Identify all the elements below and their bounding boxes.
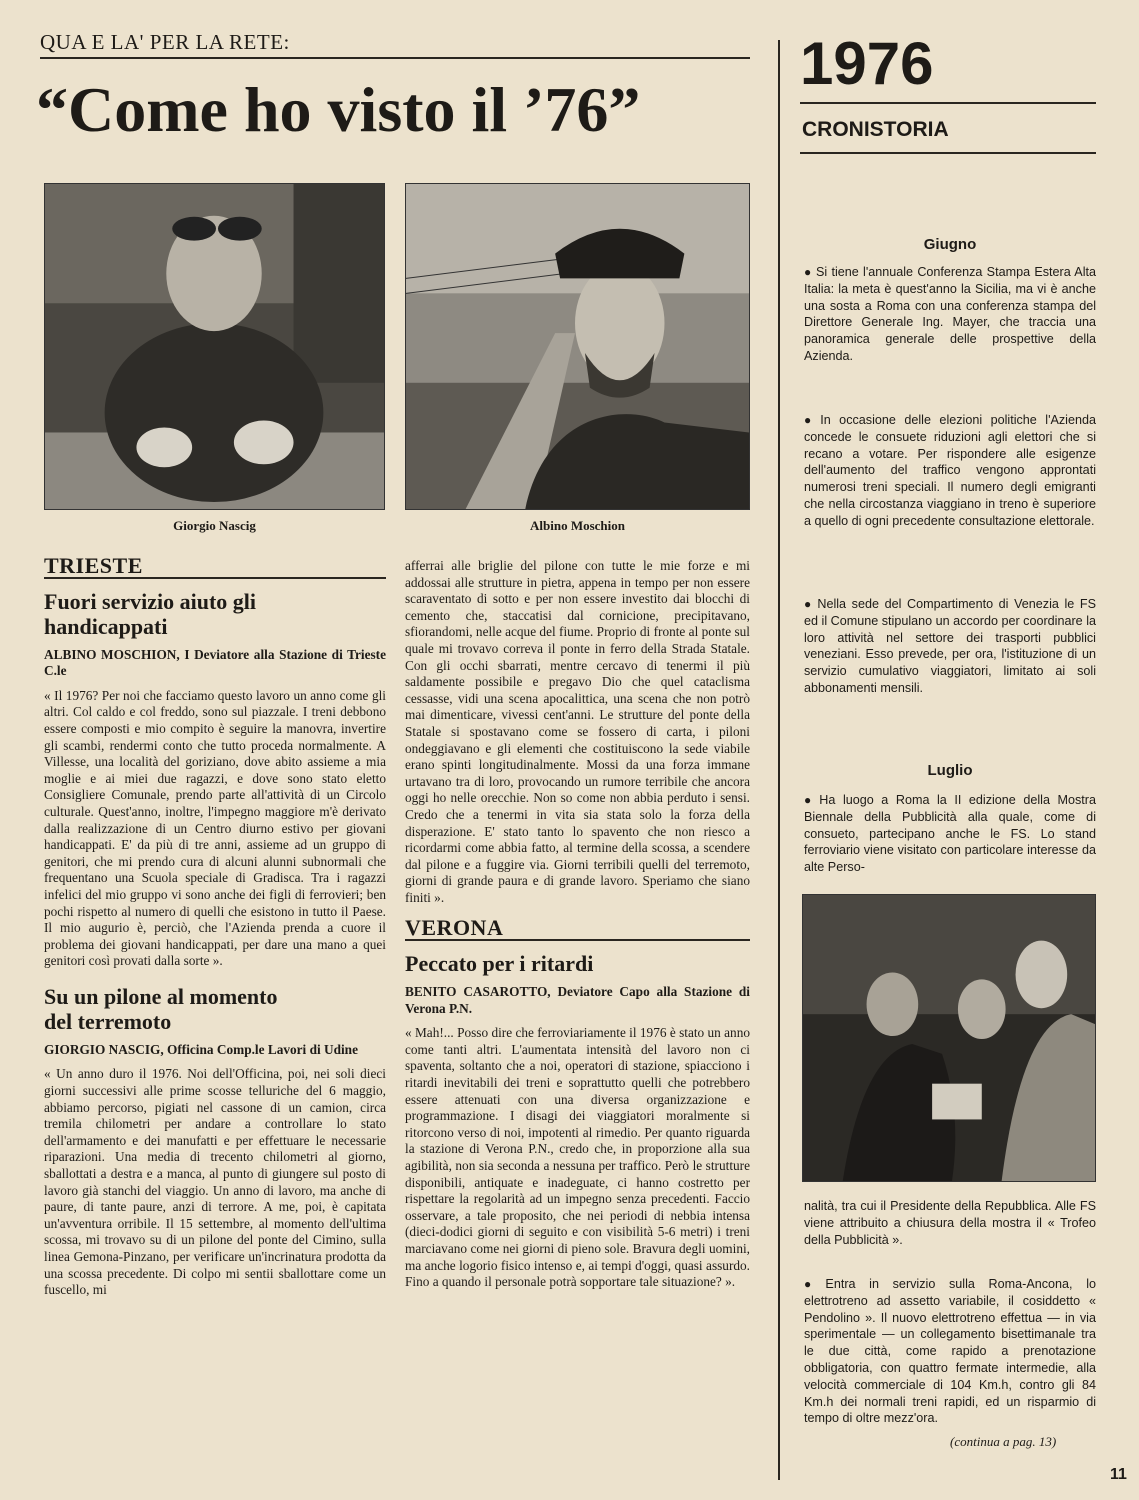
month-june: Giugno bbox=[923, 236, 977, 253]
entry-july-2: ● Entra in servizio sulla Roma-Ancona, lo elettrotreno ad assetto variabile, il cosiddetto « Pendolino ». Il nuovo elettrotreno effettua — in via sperimentale — un collegamento bisettimanale tra le due città, come rapido a prenotazione obbligatoria, con quattro fermate intermedie, alla velocità commerciale di 104 Km.h, contro gli 84 Km.h dei normali treni rapidi, ed un risparmio di tempo di oltre mezz'ora. bbox=[804, 1277, 1097, 1426]
bullet-icon: ● bbox=[804, 597, 814, 611]
article-title-verona: Peccato per i ritardi bbox=[405, 951, 594, 977]
sidebar-rule-bottom bbox=[800, 152, 1096, 154]
column-left bbox=[44, 553, 386, 1299]
photo-trofeo-pubblicita bbox=[802, 894, 1096, 1182]
entry-july-1: ● Ha luogo a Roma la II edizione della Mostra Biennale della Pubblicità alla quale, come di consueto, partecipano anche le FS. Lo stand ferroviario viene visitato con particolare interesse da alte Perso- bbox=[804, 793, 1096, 875]
entry-june-3: ● Nella sede del Compartimento di Venezia le FS ed il Comune stipulano un accordo per coordinare la loro attività nel settore dei trasporti pubblici veneziani. Esso prevede, per ora, l'istituzione di un servizio cumulativo viaggiatori, limitato ai soli abbonamenti mensili. bbox=[804, 597, 1096, 695]
bullet-icon: ● bbox=[804, 413, 817, 427]
entry-july-1-cont: nalità, tra cui il Presidente della Repubblica. Alle FS viene attribuito a chiusura della mostra il « Trofeo della Pubblicità ». bbox=[804, 1199, 1096, 1247]
caption-left: Giorgio Nascig bbox=[173, 518, 256, 533]
byline-casarotto: BENITO CASAROTTO, Deviatore Capo alla Stazione di Verona P.N. bbox=[405, 984, 750, 1016]
article-body-pilone-cont: afferrai alle briglie del pilone con tutte le mie forze e mi addossai alle strutture in pietra, appena in tempo per non essere scaraventato di sotto e per non essere investito dai blocchi di cemento che, staccatisi dal cornicione, precipitavano, sfiorandomi, nelle acque del fiume. Proprio di fronte al ponte sul quale mi trovavo correva il ponte in ferro della Strada Statale. Con gli occhi sbarrati, mentre cercavo di tenermi il più saldamente possibile e pregavo Dio che quel cataclisma cessasse, vidi una scena apocalittica, una scena che non potrò mai dimenticare, vivessi cent'anni. Le strutture del ponte della Statale si spostavano come se fossero di carta, i piloni ondeggiavano e gli elementi che costituiscono la sede viabile erano spinti longitudinalmente. Mossi da una forza immane urtavano tra di loro, provocando un rumore terribile che ancora oggi ho nelle orecchie. Non so come non abbia perduto i sensi. Credo che a tenermi in vita sia stata solo la forza della disperazione. E' stato tanto lo spavento che non riesco a ricordarmi come abbia fatto, al termine della scossa, a scendere dal pilone e a fuggire via. Giorni terribili quelli del terremoto, giorni di grande paura e di grande lavoro. Speriamo che siano finiti ». bbox=[405, 558, 750, 905]
bullet-icon: ● bbox=[804, 1277, 822, 1291]
bullet-icon: ● bbox=[804, 265, 813, 279]
page-number: 11 bbox=[1110, 1466, 1127, 1483]
section-verona: VERONA bbox=[405, 920, 750, 941]
article-body-pilone: « Un anno duro il 1976. Noi dell'Officina, poi, nei soli dieci giorni successivi alle prime scosse telluriche del 6 maggio, abbiamo percorso, pigiati nel cassone di un camion, circa tremila chilometri per andare a controllare lo stato dell'armamento e dei manufatti e per effettuare le necessarie riparazioni. Una media di trecento chilometri al giorno, sballottati a destra e a manca, al punto di giungere sul posto di lavoro già stanchi del viaggio. Un anno di lavoro, ma anche di paure, di tante paure, anzi di terrore. A me, poi, è capitata un'avventura orribile. Il 15 settembre, al momento dell'ultima scossa, mi trovavo su di un pilone del ponte del Cimino, sulla linea Gemona-Pinzano, per verificare un'incrinatura prodotta da una scossa precedente. Di colpo mi sentii sballottare come un fuscello, mi bbox=[44, 1066, 386, 1298]
caption-right: Albino Moschion bbox=[530, 518, 625, 533]
headline: “Come ho visto il ’76” bbox=[36, 74, 641, 145]
sidebar-title: CRONISTORIA bbox=[802, 118, 949, 141]
section-trieste: TRIESTE bbox=[44, 558, 386, 579]
article-body-trieste: « Il 1976? Per noi che facciamo questo lavoro un anno come gli altri. Col caldo e col freddo, sono sul piazzale. I treni debbono essere composti e mio compito è seguire la manovra, invertire gli scambi, rendermi conto che tutto proceda normalmente. A Villesse, una località del goriziano, dove abito assieme a mia moglie e ai miei due ragazzi, e dove sono stato eletto Consigliere Comunale, prendo parte all'attività di un Circolo culturale. Quest'anno, inoltre, l'impegno maggiore m'è derivato dalla realizzazione di un Centro diurno estivo per giovani handicappati. E' da più di tre anni, assieme ad un gruppo di genitori, che mi prendo cura di alcuni alunni subnormali che frequentano una Scuola speciale di Gradisca. Tra i ragazzi infelici del mio gruppo vi sono anche dei figli di ferrovieri; ben pochi rispetto al numero di quelli che esistono in tutto il Paese. Il mio augurio è, perciò, che l'Azienda prenda a cuore il problema dei giovani handicappati, per dare una mano a quei genitori così provati dalla sorte ». bbox=[44, 687, 386, 969]
bullet-icon: ● bbox=[804, 793, 816, 807]
sidebar-year: 1976 bbox=[800, 30, 934, 97]
photo-giorgio-nascig bbox=[44, 183, 385, 510]
kicker: QUA E LA' PER LA RETE: bbox=[40, 30, 750, 59]
article-title-trieste: Fuori servizio aiuto gli handicappati bbox=[44, 588, 257, 639]
article-body-verona: « Mah!... Posso dire che ferroviariamente il 1976 è stato un anno come tanti altri. L'aumentata intensità del lavoro non ci spaventa, soltanto che a noi, operatori di stazione, spiacciono i ritardi inevitabili dei treni e soprattutto quelli che potrebbero essere attenuati con una diversa organizzazione e programmazione. I disagi dei viaggiatori moralmente si ritorcono verso di noi, impotenti al rimedio. Per quanto riguarda la stazione di Verona P.N., credo che, in proporzione alla sua agibilità, non sia seconda a nessuna per traffico. Però le strutture disponibili, antiquate e inadeguate, ci hanno costretto per rispettare la regolarità ad un impegno senza precedenti. Faccio osservare, a tale proposito, che nei periodi di nebbia intensa (dieci-dodici giorni di seguito e con visibilità 5-6 metri) i treni marciavano come nei giorni di pieno sole. Bravura degli uomini, ma anche logorio fisico intenso e, ai tempi d'oggi, quasi assurdo. Fino a quando il personale potrà sopportare tale situazione? ». bbox=[405, 1025, 750, 1290]
photo-albino-moschion bbox=[405, 183, 750, 510]
entry-june-1: ● Si tiene l'annuale Conferenza Stampa Estera Alta Italia: la meta è quest'anno la Sicilia, ma vi è anche una sosta a Roma con una conferenza stampa del Direttore Generale Ing. Mayer, che traccia una panoramica generale delle prospettive della Azienda. bbox=[804, 265, 1096, 363]
byline-nascig: GIORGIO NASCIG, Officina Comp.le Lavori di Udine bbox=[44, 1041, 358, 1057]
entry-june-2: ● In occasione delle elezioni politiche l'Azienda concede le consuete riduzioni agli elettori che si recano a votare. Per rispondere alle esigenze dell'aumento del traffico vengono approntati numerosi treni speciali. Il numero degli emigranti che nella circostanza viaggiano in treno è superiore a quello di ogni precedente consultazione elettorale. bbox=[804, 413, 1096, 528]
article-title-pilone: Su un pilone al momento del terremoto bbox=[44, 983, 278, 1034]
column-middle bbox=[405, 558, 750, 1291]
byline-moschion: ALBINO MOSCHION, I Deviatore alla Stazione di Trieste C.le bbox=[44, 646, 386, 679]
sidebar-rule-top bbox=[800, 102, 1096, 104]
month-july: Luglio bbox=[927, 762, 973, 779]
column-divider bbox=[778, 40, 780, 1480]
continued-on-page-link[interactable]: (continua a pag. 13) bbox=[950, 1434, 1057, 1449]
